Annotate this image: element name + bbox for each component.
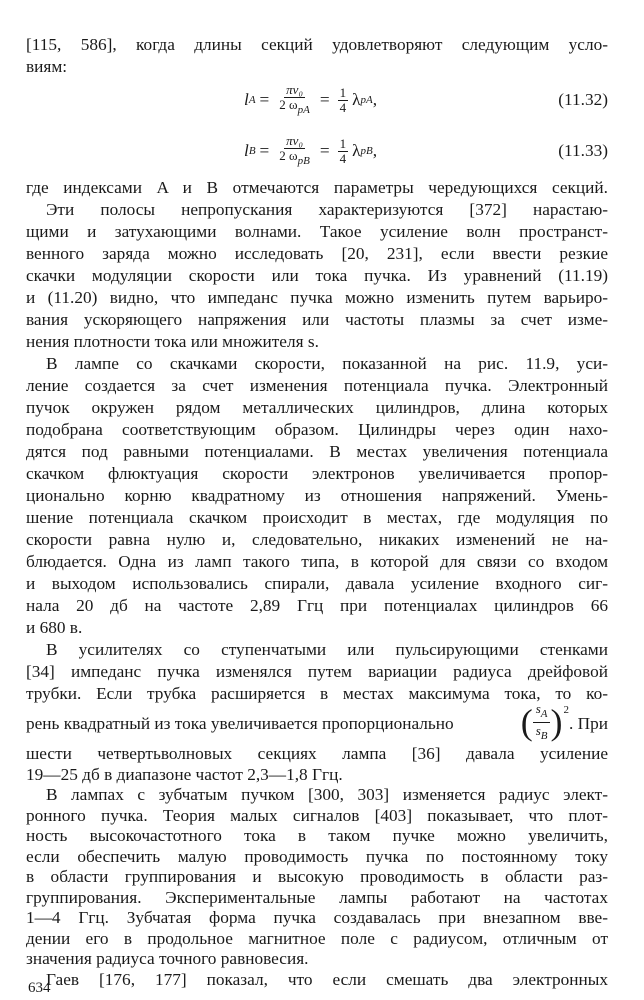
eq-sign: = bbox=[319, 90, 330, 109]
text-line: [115, 586], когда длины секций удовлетворяют следующим усло- bbox=[26, 35, 608, 54]
paragraph-start: Гаев [176, 177] показал, что если смешать два электронных bbox=[46, 969, 608, 989]
eq-lhs-var: l bbox=[244, 141, 249, 160]
ratio-num: s bbox=[535, 700, 541, 716]
equation-11-32 bbox=[0, 78, 644, 122]
text-line: и (11.20) видно, что импеданс пучка можно изменить путем варьиро- bbox=[26, 288, 608, 307]
text-line: скорости равна нулю и, следовательно, никаких изменений не на- bbox=[26, 530, 608, 549]
eq-frac-num: πv₀ bbox=[286, 133, 303, 148]
eq-quarter bbox=[338, 86, 349, 115]
text-line: ление создается за счет изменения потенциала пучка. Электронный bbox=[26, 376, 608, 395]
text-line: [34] импеданс пучка изменялся путем вариации радиуса дрейфовой bbox=[26, 662, 608, 681]
text-line: скачком флюктуация скорости электронов увеличивается пропор- bbox=[26, 464, 608, 483]
text-line: 1—4 Ггц. Зубчатая форма пучка создавалась при внезапном вве- bbox=[26, 908, 608, 927]
eq-rhs-num: 1 bbox=[339, 135, 347, 151]
text-line: трубки. Если трубка расширяется в местах максимума тока, то ко- bbox=[26, 684, 608, 703]
eq-quarter bbox=[338, 137, 349, 166]
text-line: нала 20 дб на частоте 2,89 Ггц при потенциалах цилиндров 66 bbox=[26, 596, 608, 615]
eq-sign: = bbox=[319, 141, 330, 160]
text-line: 19—25 дб в диапазоне частот 2,3—1,8 Ггц. bbox=[26, 764, 343, 784]
text-line: ционально корню квадратному из отношения напряжений. Умень- bbox=[26, 486, 608, 505]
text-line: щими и затухающими волнами. Такое усиление волн пространст- bbox=[26, 222, 608, 241]
ratio-formula: ( $s_A$ $s_B$ ) bbox=[520, 700, 563, 742]
eq-rhs-var: λ bbox=[352, 141, 361, 160]
page-number: 634 bbox=[28, 980, 51, 996]
text-line: и выходом использовались спирали, давала усиление входного сиг- bbox=[26, 574, 608, 593]
text-line: скачки модуляции скорости или тока пучка. Из уравнений (11.19) bbox=[26, 266, 608, 285]
paragraph-start: В лампах с зубчатым пучком [300, 303] изменяется радиус элект- bbox=[46, 785, 608, 804]
paragraph-start: В лампе со скачками скорости, показанной на рис. 11.9, уси- bbox=[46, 354, 608, 373]
eq-frac-num: πv₀ bbox=[286, 82, 303, 97]
text-line: виям: bbox=[26, 57, 68, 76]
formula-text-before: рень квадратный из тока увеличивается пропорционально bbox=[26, 714, 454, 733]
eq-frac-den: 2 ω bbox=[279, 97, 298, 112]
text-line: подобрана соответствующим образом. Цилиндры через один нахо- bbox=[26, 420, 608, 439]
text-line: шести четвертьволновых секциях лампа [36] давала усиление bbox=[26, 744, 608, 763]
text-line: венного заряда можно исследовать [20, 231], если ввести резкие bbox=[26, 244, 608, 263]
text-line: дятся под равными потенциалами. В местах увеличения потенциала bbox=[26, 442, 608, 461]
eq-rhs-den: 4 bbox=[339, 99, 347, 115]
eq-rhs-num: 1 bbox=[339, 84, 347, 100]
text-line: дении его в продольное магнитное поле с радиусом, отличным от bbox=[26, 928, 608, 948]
eq-sign: = bbox=[259, 141, 270, 160]
eq-frac-den-sub: pB bbox=[297, 155, 310, 167]
eq-frac-den-sub: pA bbox=[297, 104, 310, 116]
equation-number: (11.33) bbox=[558, 141, 608, 160]
eq-fraction bbox=[277, 83, 312, 117]
eq-rhs-var: λ bbox=[352, 90, 361, 109]
text-line: группирования. Экспериментальные лампы работают на частотах bbox=[26, 887, 608, 907]
paragraph-start: В усилителях со ступенчатыми или пульсирующими стенками bbox=[46, 640, 608, 659]
eq-frac-den: 2 ω bbox=[279, 148, 298, 163]
eq-sign: = bbox=[259, 90, 270, 109]
text-line: ность высокочастотного тока в таком пучке можно увеличить, bbox=[26, 826, 608, 845]
text-line-with-formula bbox=[26, 700, 608, 742]
eq-lhs-var: l bbox=[244, 90, 249, 109]
text-line: в области группирования и высокую проводимость в области раз- bbox=[26, 867, 608, 886]
eq-tail: , bbox=[372, 141, 378, 160]
paragraph-start: Эти полосы непропускания характеризуются [372] нарастаю- bbox=[46, 200, 608, 219]
equation-11-33 bbox=[0, 129, 644, 173]
text-line: пучок окружен рядом металлических цилиндров, длина которых bbox=[26, 398, 608, 417]
text-line: нения плотности тока или множителя s. bbox=[26, 332, 319, 351]
eq-fraction bbox=[277, 134, 312, 168]
eq-rhs-sub: pA bbox=[360, 94, 373, 106]
eq-rhs-sub: pB bbox=[360, 145, 373, 157]
eq-tail: , bbox=[372, 90, 378, 109]
formula-text-after: . При bbox=[568, 714, 608, 733]
eq-rhs-den: 4 bbox=[339, 150, 347, 166]
text-line: если обеспечить малую проводимость пучка по постоянному току bbox=[26, 846, 608, 866]
text-line: где индексами A и B отмечаются параметры чередующихся секций. bbox=[26, 178, 608, 197]
ratio-den: s bbox=[535, 722, 541, 738]
ratio-power: 2 bbox=[563, 704, 569, 716]
ratio-den-sub: B bbox=[540, 729, 548, 742]
text-line: ронного пучка. Теория малых сигналов [403] показывает, что плот- bbox=[26, 805, 608, 825]
text-line: блюдается. Одна из ламп такого типа, в которой для связи со входом bbox=[26, 552, 608, 571]
eq-lhs-sub: B bbox=[248, 145, 256, 157]
eq-lhs-sub: A bbox=[248, 94, 256, 106]
text-line: и 680 в. bbox=[26, 618, 83, 637]
ratio-num-sub: A bbox=[540, 707, 548, 720]
text-line: вания ускоряющего напряжения или частоты плазмы за счет изме- bbox=[26, 310, 608, 329]
text-line: шение потенциала скачком происходит в местах, где модуляция по bbox=[26, 508, 608, 527]
equation-number: (11.32) bbox=[558, 90, 608, 109]
text-line: значения радиуса точного равновесия. bbox=[26, 949, 309, 968]
